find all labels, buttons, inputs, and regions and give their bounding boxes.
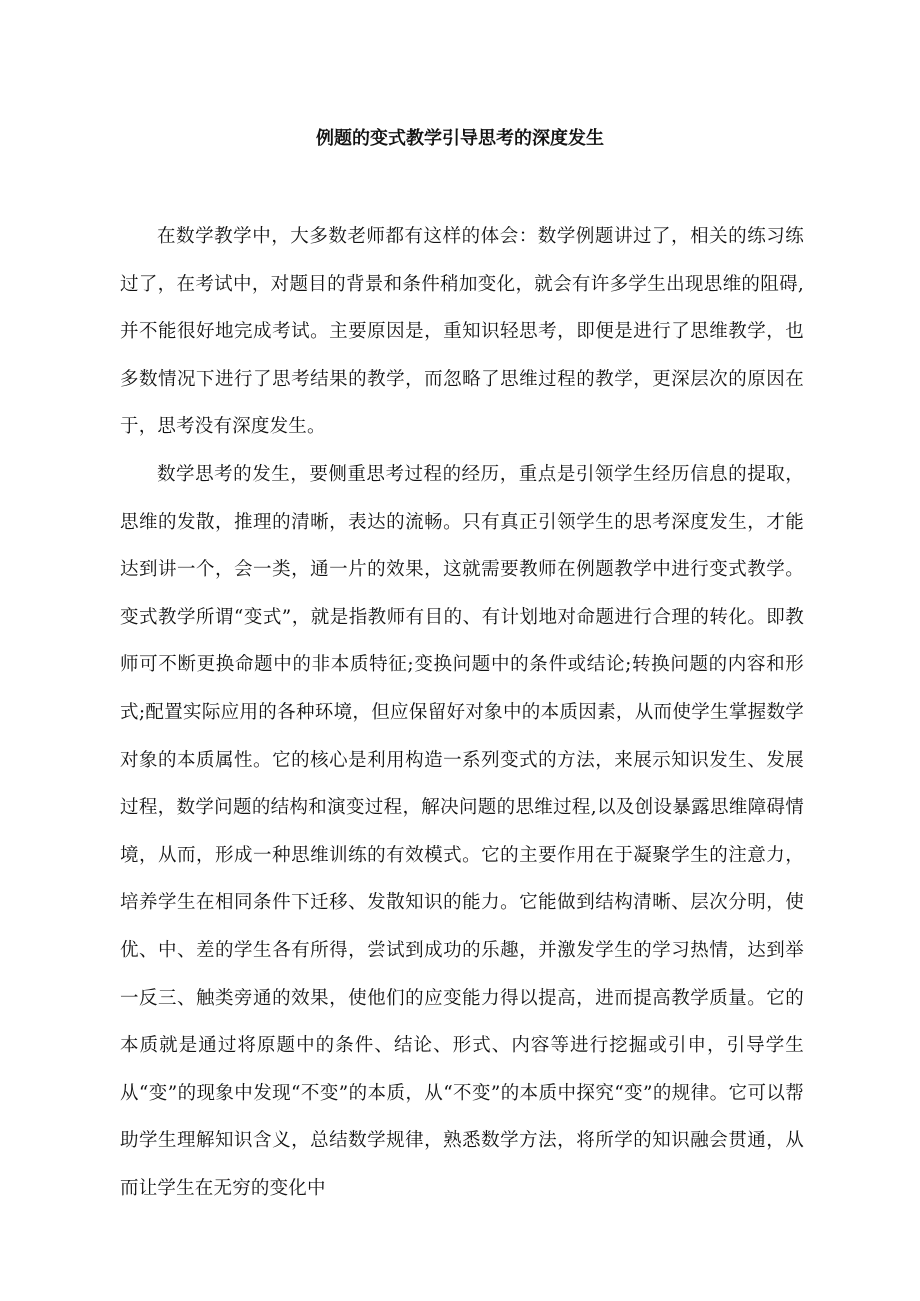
document-title: 例题的变式教学引导思考的深度发生 [316,128,604,149]
paragraph-intro: 在数学教学中，大多数老师都有这样的体会：数学例题讲过了，相关的练习练过了，在考试中，对题目的背景和条件稍加变化，就会有许多学生出现思维的阻碍,并不能很好地完成考试。主要原因是，重知识轻思考，即便是进行了思维教学，也多数情况下进行了思考结果的教学，而忽略了思维过程的教学，更深层次的原因在于，思考没有深度发生。 [120,226,804,438]
paragraph-variant-teaching: 数学思考的发生，要侧重思考过程的经历，重点是引领学生经历信息的提取，思维的发散，推理的清晰，表达的流畅。只有真正引领学生的思考深度发生，才能达到讲一个，会一类，通一片的效果，这就需要教师在例题教学中进行变式教学。变式教学所谓“变式”，就是指教师有目的、有计划地对命题进行合理的转化。即教师可不断更换命题中的非本质特征;变换问题中的条件或结论;转换问题的内容和形式;配置实际应用的各种环境，但应保留好对象中的本质因素，从而使学生掌握数学对象的本质属性。它的核心是利用构造一系列变式的方法，来展示知识发生、发展过程，数学问题的结构和演变过程，解决问题的思维过程,以及创设暴露思维障碍情境，从而，形成一种思维训练的有效模式。它的主要作用在于凝聚学生的注意力，培养学生在相同条件下迁移、发散知识的能力。它能做到结构清晰、层次分明，使优、中、差的学生各有所得，尝试到成功的乐趣，并激发学生的学习热情，达到举一反三、触类旁通的效果，使他们的应变能力得以提高，进而提高教学质量。它的本质就是通过将原题中的条件、结论、形式、内容等进行挖掘或引申，引导学生从“变”的现象中发现“不变”的本质，从“不变”的本质中探究“变”的规律。它可以帮助学生理解知识含义，总结数学规律，熟悉数学方法，将所学的知识融会贯通，从而让学生在无穷的变化中 [120,463,804,1199]
document-body [120,213,804,1212]
